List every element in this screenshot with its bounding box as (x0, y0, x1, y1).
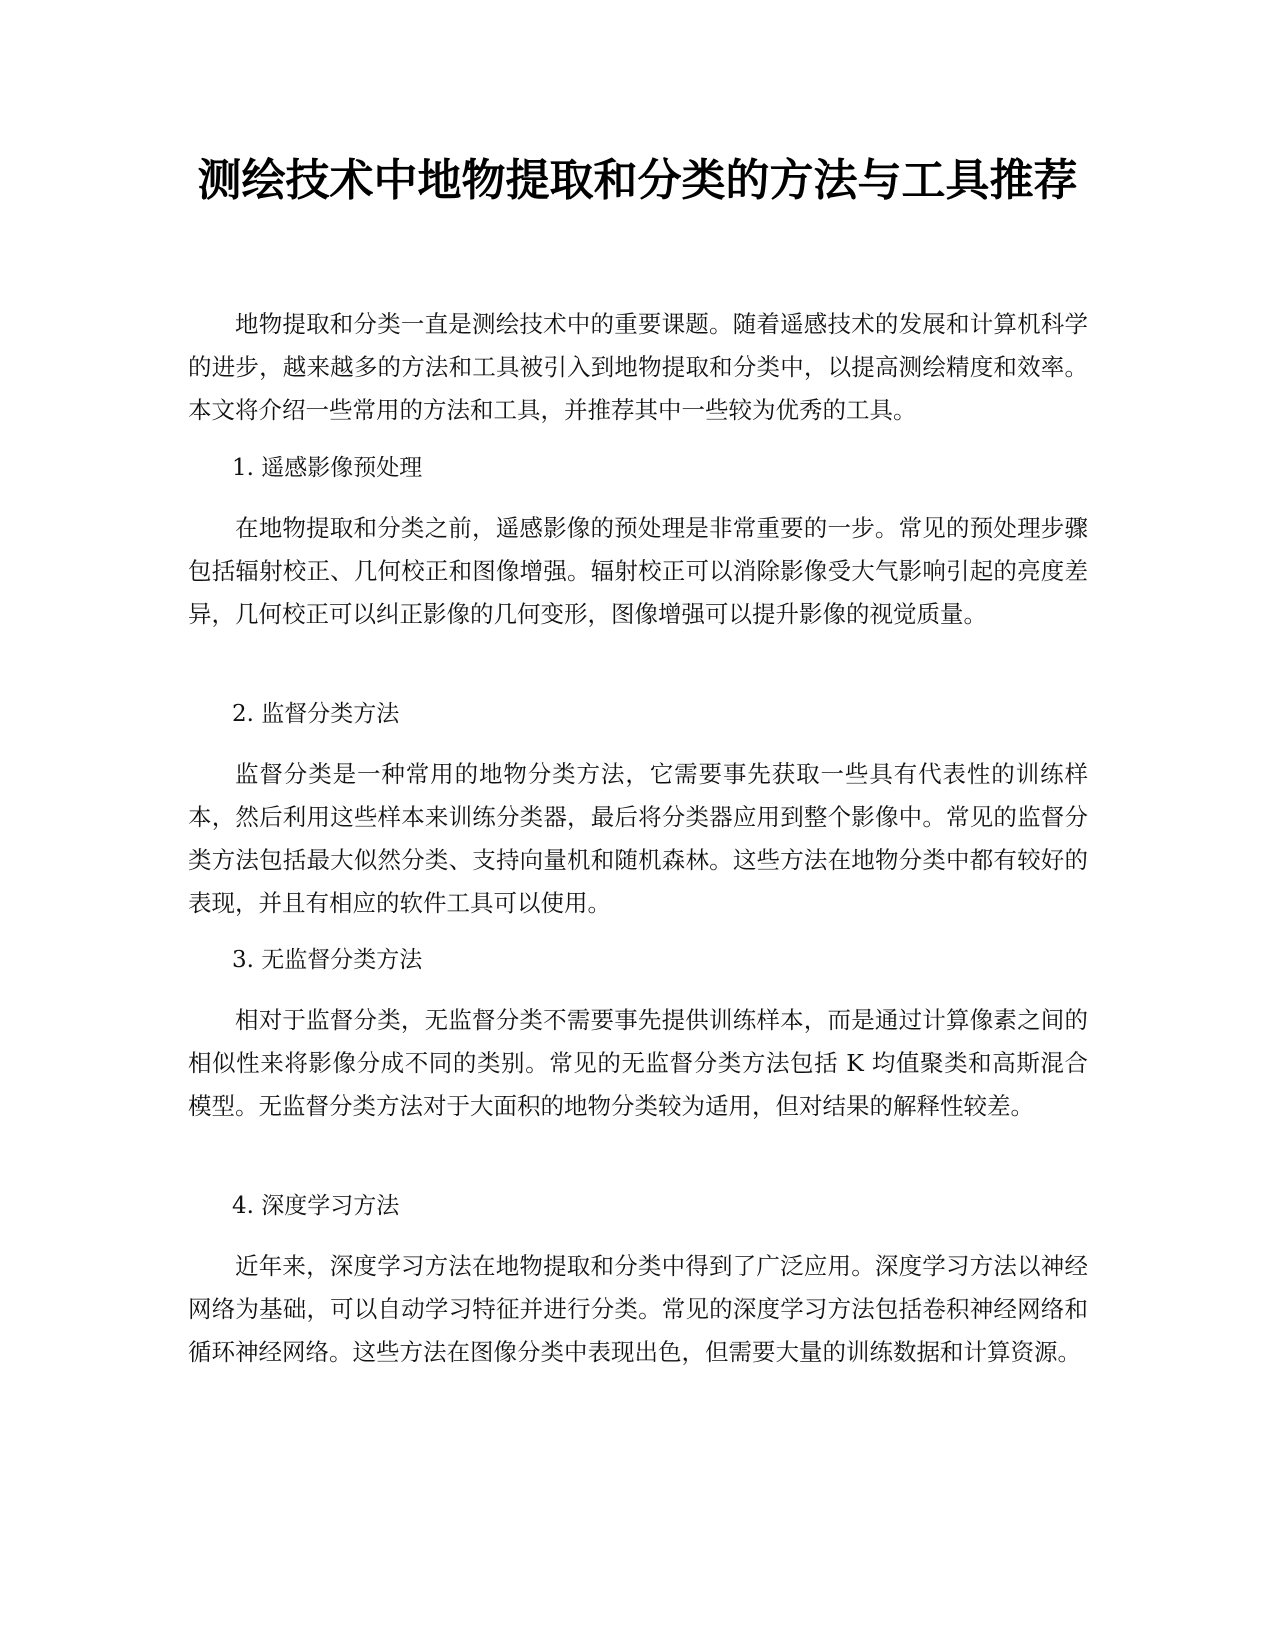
section-heading-deep-learning: 4. 深度学习方法 (232, 1193, 400, 1219)
section-body-preprocessing: 在地物提取和分类之前，遥感影像的预处理是非常重要的一步。常见的预处理步骤包括辐射校正、几何校正和图像增强。辐射校正可以消除影像受大气影响引起的亮度差异，几何校正可以纠正影像的几何变形，图像增强可以提升影像的视觉质量。 (188, 514, 1088, 628)
section-body-supervised: 监督分类是一种常用的地物分类方法，它需要事先获取一些具有代表性的训练样本，然后利用这些样本来训练分类器，最后将分类器应用到整个影像中。常见的监督分类方法包括最大似然分类、支持向量机和随机森林。这些方法在地物分类中都有较好的表现，并且有相应的软件工具可以使用。 (188, 760, 1088, 917)
intro-paragraph: 地物提取和分类一直是测绘技术中的重要课题。随着遥感技术的发展和计算机科学的进步，越来越多的方法和工具被引入到地物提取和分类中，以提高测绘精度和效率。本文将介绍一些常用的方法和工具，并推荐其中一些较为优秀的工具。 (188, 310, 1088, 424)
section-heading-preprocessing: 1. 遥感影像预处理 (232, 455, 423, 481)
document-title: 测绘技术中地物提取和分类的方法与工具推荐 (197, 155, 1078, 206)
section-heading-supervised: 2. 监督分类方法 (232, 701, 400, 727)
section-heading-unsupervised: 3. 无监督分类方法 (232, 947, 423, 973)
section-body-unsupervised: 相对于监督分类，无监督分类不需要事先提供训练样本，而是通过计算像素之间的相似性来将影像分成不同的类别。常见的无监督分类方法包括 K 均值聚类和高斯混合模型。无监督分类方法对于大面积的地物分类较为适用，但对结果的解释性较差。 (188, 1006, 1088, 1120)
section-body-deep-learning: 近年来，深度学习方法在地物提取和分类中得到了广泛应用。深度学习方法以神经网络为基础，可以自动学习特征并进行分类。常见的深度学习方法包括卷积神经网络和循环神经网络。这些方法在图像分类中表现出色，但需要大量的训练数据和计算资源。 (188, 1252, 1088, 1366)
